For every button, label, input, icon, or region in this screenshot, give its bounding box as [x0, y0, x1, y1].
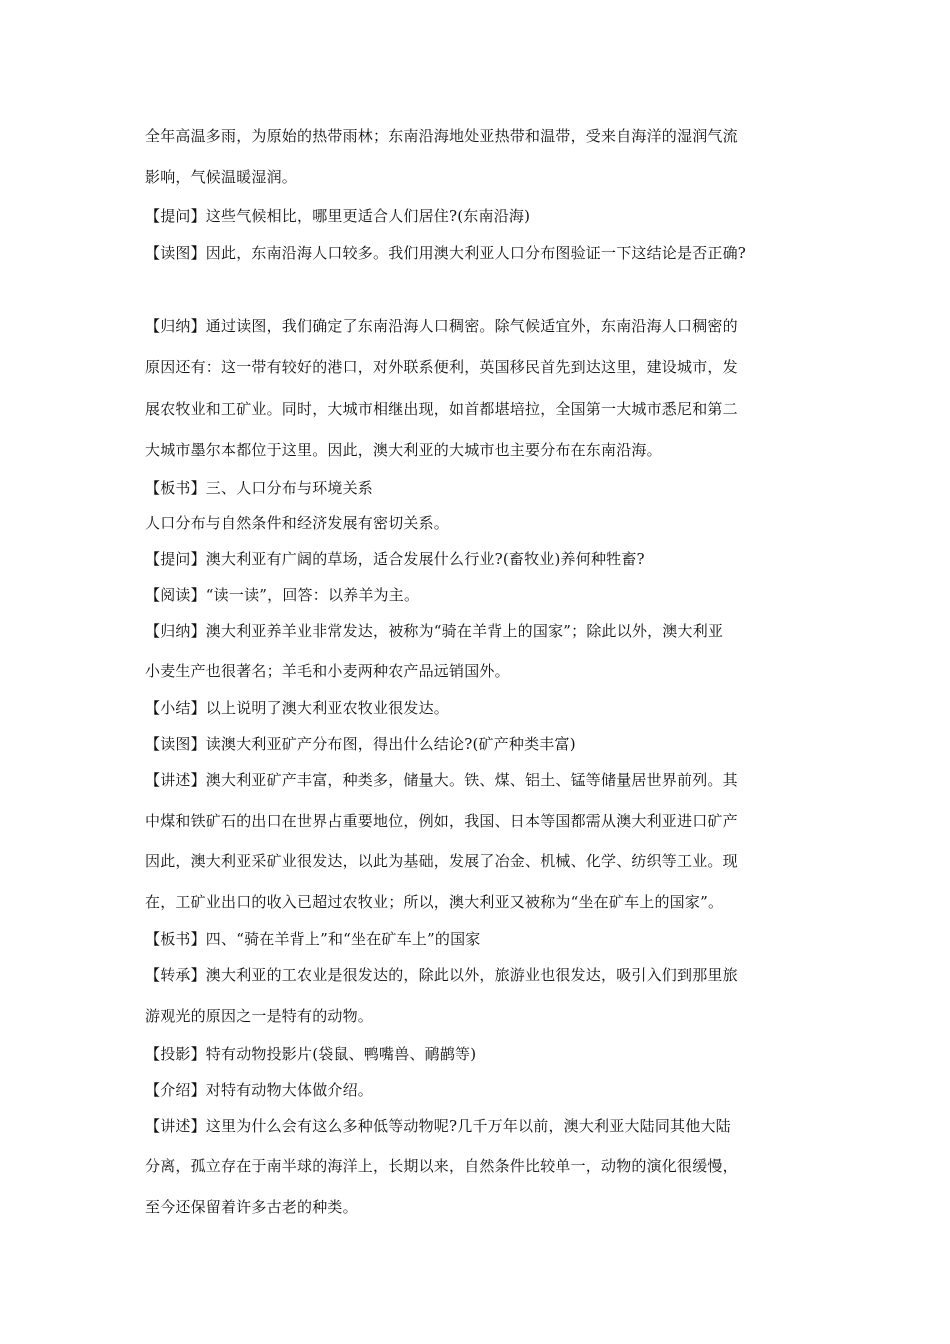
paragraph-line: 分离，孤立存在于南半球的海洋上，长期以来，自然条件比较单一，动物的演化很缓慢， — [145, 1157, 738, 1175]
paragraph-line: 【板书】四、“骑在羊背上”和“坐在矿车上”的国家 — [145, 930, 481, 948]
paragraph-line: 【板书】三、人口分布与环境关系 — [145, 479, 374, 497]
paragraph-line: 【讲述】这里为什么会有这么多种低等动物呢?几千万年以前，澳大利亚大陆同其他大陆 — [145, 1117, 731, 1135]
paragraph-line: 人口分布与自然条件和经济发展有密切关系。 — [145, 514, 450, 532]
paragraph-line: 【小结】以上说明了澳大利亚农牧业很发达。 — [145, 699, 450, 717]
paragraph-line: 原因还有：这一带有较好的港口，对外联系便利，英国移民首先到达这里，建设城市，发 — [145, 358, 738, 376]
paragraph-line: 【归纳】澳大利亚养羊业非常发达，被称为“骑在羊背上的国家”；除此以外，澳大利亚 — [145, 622, 724, 640]
paragraph-line: 游观光的原因之一是特有的动物。 — [145, 1007, 374, 1025]
paragraph-line: 【读图】因此，东南沿海人口较多。我们用澳大利亚人口分布图验证一下这结论是否正确? — [145, 244, 747, 262]
paragraph-line: 【阅读】“读一读”，回答：以养羊为主。 — [145, 586, 420, 604]
paragraph-line: 小麦生产也很著名；羊毛和小麦两种农产品远销国外。 — [145, 662, 510, 680]
paragraph-line: 大城市墨尔本都位于这里。因此，澳大利亚的大城市也主要分布在东南沿海。 — [145, 441, 662, 459]
paragraph-line: 【讲述】澳大利亚矿产丰富，种类多，储量大。铁、煤、铝土、锰等储量居世界前列。其 — [145, 771, 738, 789]
paragraph-line: 【归纳】通过读图，我们确定了东南沿海人口稠密。除气候适宜外，东南沿海人口稠密的 — [145, 317, 738, 335]
paragraph-line: 【提问】澳大利亚有广阔的草场，适合发展什么行业?(畜牧业)养何种牲畜? — [145, 550, 645, 568]
paragraph-line: 【投影】特有动物投影片(袋鼠、鸭嘴兽、鸸鹋等) — [145, 1045, 477, 1063]
paragraph-line: 中煤和铁矿石的出口在世界占重要地位，例如，我国、日本等国都需从澳大利亚进口矿产 — [145, 812, 738, 830]
paragraph-line: 【转承】澳大利亚的工农业是很发达的，除此以外，旅游业也很发达，吸引入们到那里旅 — [145, 966, 738, 984]
paragraph-line: 【介绍】对特有动物大体做介绍。 — [145, 1081, 374, 1099]
paragraph-line: 至今还保留着许多古老的种类。 — [145, 1198, 358, 1216]
paragraph-line: 【读图】读澳大利亚矿产分布图，得出什么结论?(矿产种类丰富) — [145, 735, 576, 753]
paragraph-line: 影响，气候温暖湿润。 — [145, 168, 298, 186]
paragraph-line: 展农牧业和工矿业。同时，大城市相继出现，如首都堪培拉，全国第一大城市悉尼和第二 — [145, 400, 738, 418]
paragraph-line: 全年高温多雨，为原始的热带雨林；东南沿海地处亚热带和温带，受来自海洋的湿润气流 — [145, 127, 738, 145]
paragraph-line: 在，工矿业出口的收入已超过农牧业；所以，澳大利亚又被称为“坐在矿车上的国家”。 — [145, 893, 724, 911]
paragraph-line: 【提问】这些气候相比，哪里更适合人们居住?(东南沿海) — [145, 207, 531, 225]
paragraph-line: 因此，澳大利亚采矿业很发达，以此为基础，发展了冶金、机械、化学、纺织等工业。现 — [145, 852, 738, 870]
